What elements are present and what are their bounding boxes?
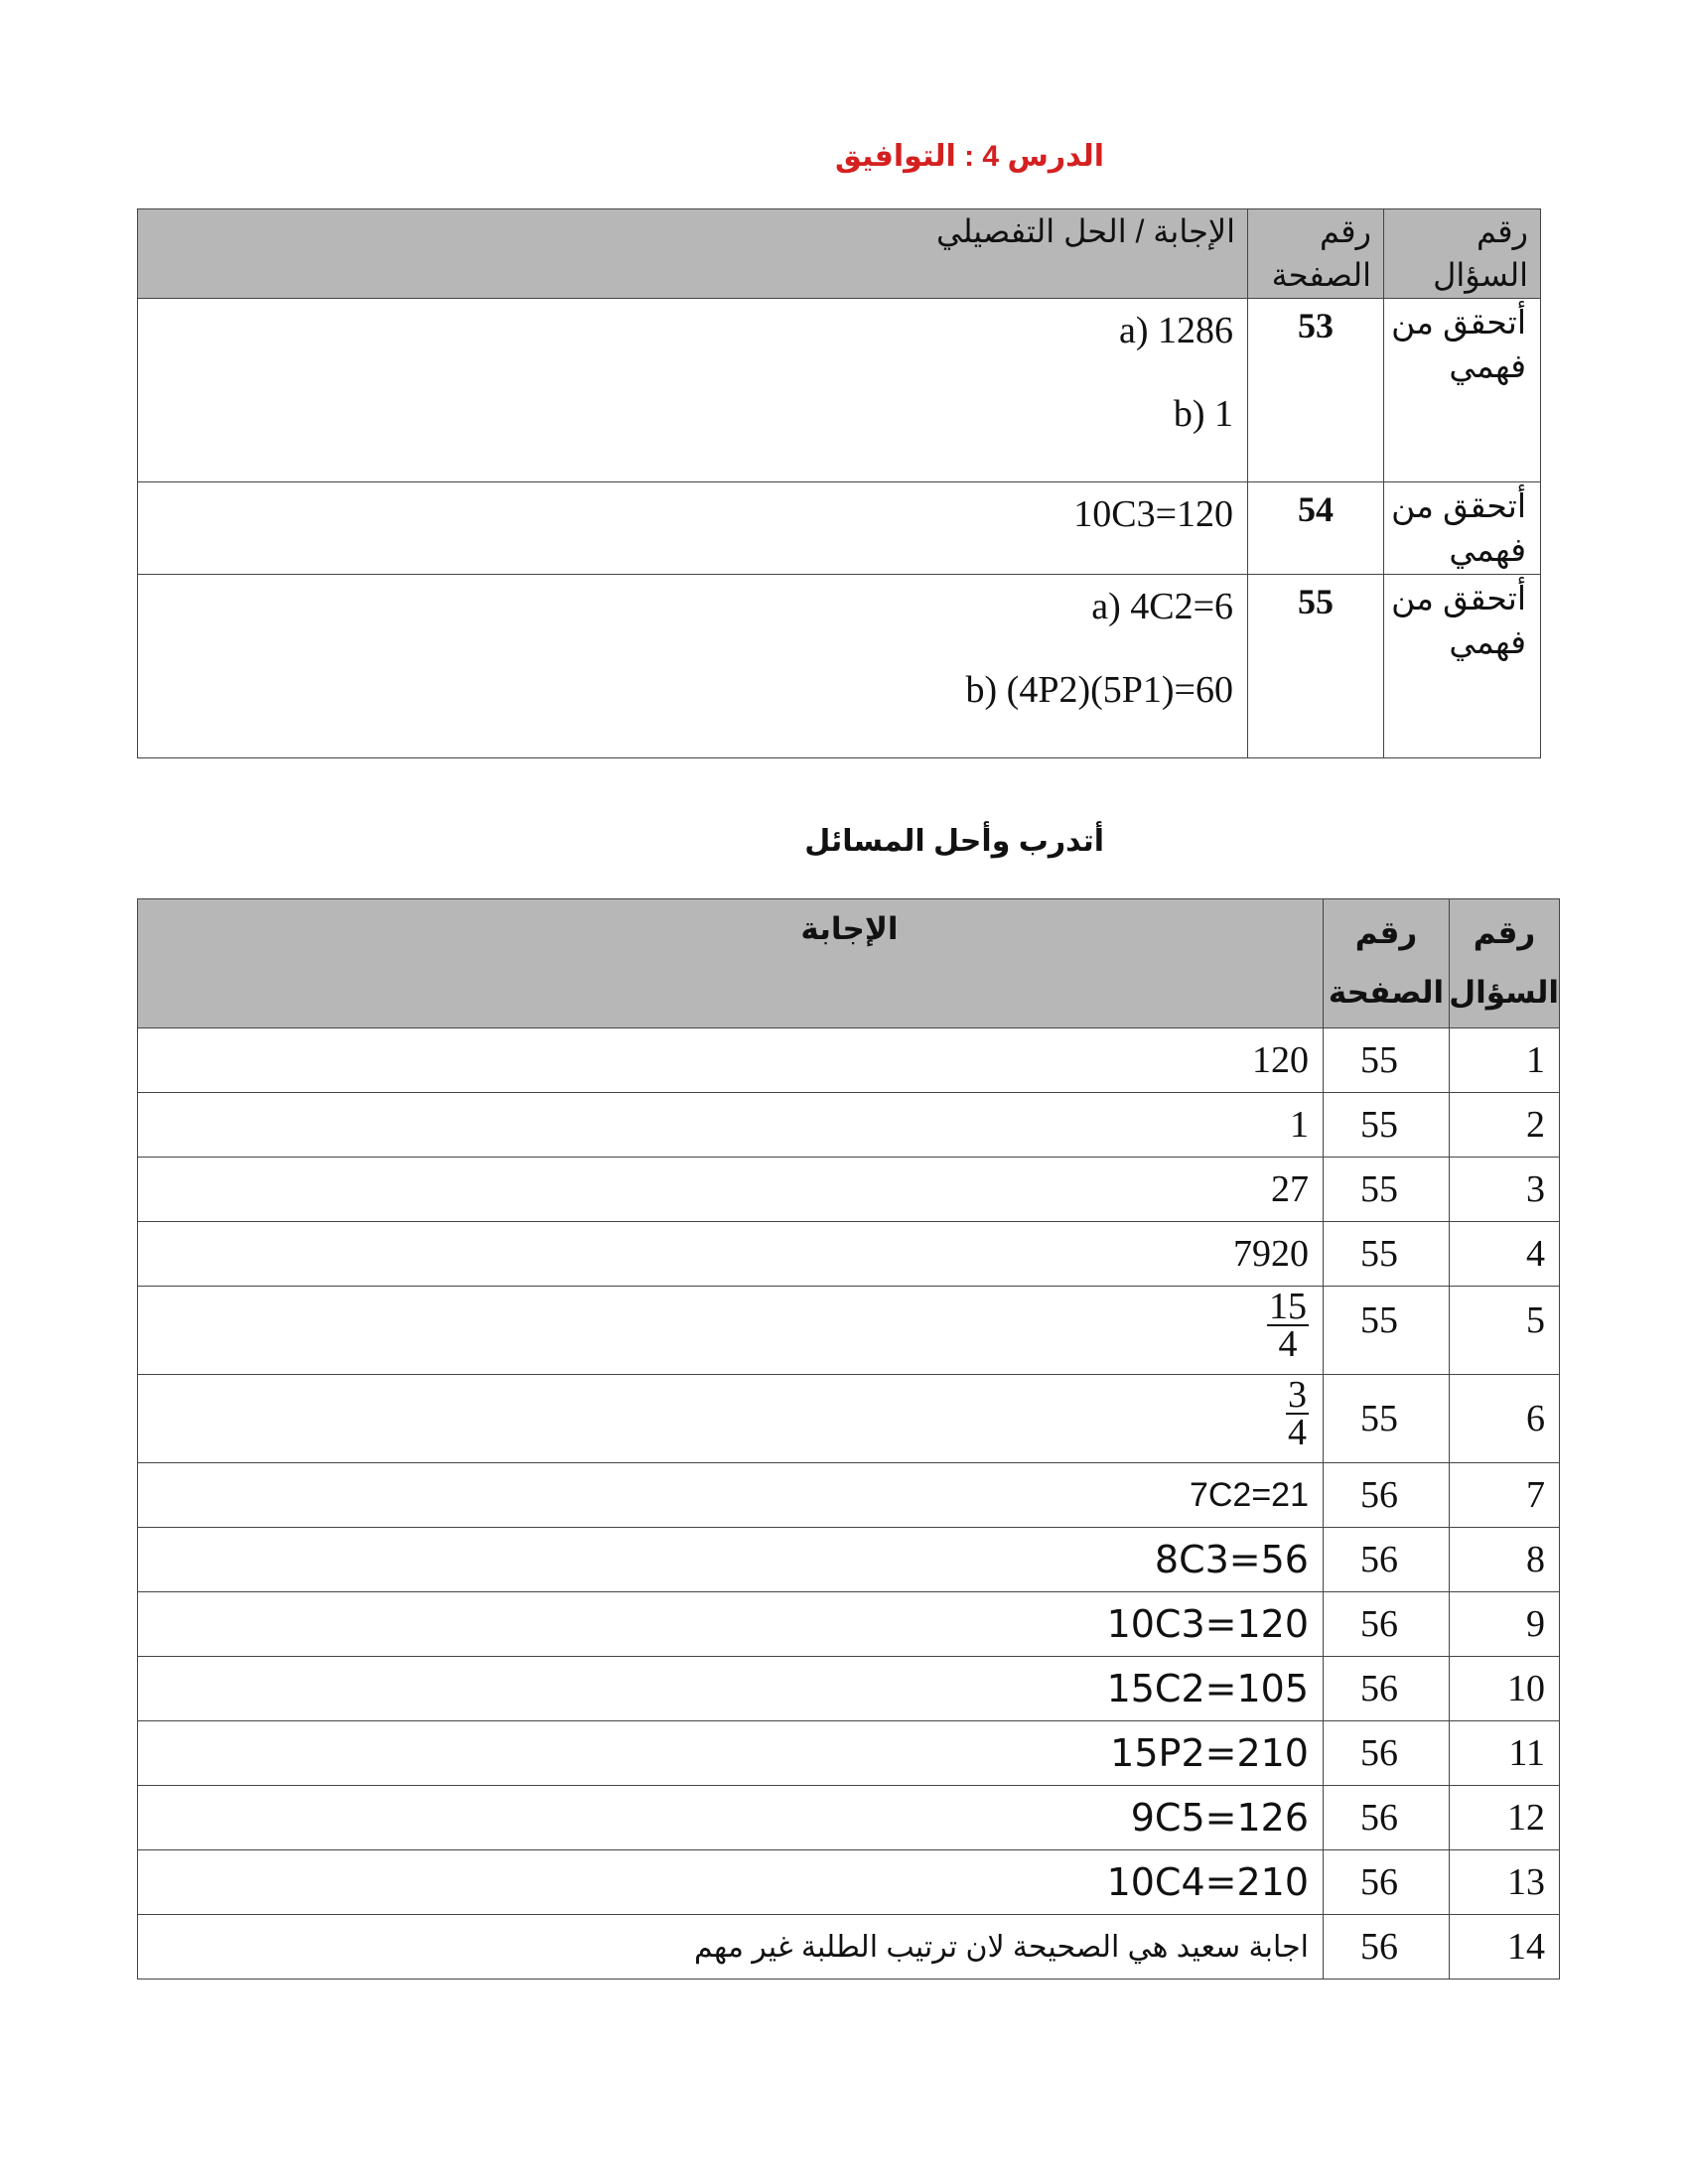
question-label: أتحقق من فهمي	[1384, 482, 1541, 575]
question-label: أتحقق من فهمي	[1384, 575, 1541, 758]
question-number: 9	[1450, 1592, 1560, 1657]
answer-cell: 7920	[138, 1222, 1324, 1287]
answer-cell: 10C4=210	[138, 1850, 1324, 1915]
answer-cell: 10C3=120	[138, 1592, 1324, 1657]
table-row	[138, 1093, 1560, 1158]
page-number: 55	[1248, 575, 1384, 758]
page-number: 55	[1324, 1375, 1450, 1463]
header-question: رقم السؤال	[1384, 209, 1541, 299]
table-row	[138, 1222, 1560, 1287]
answer-cell: 7C2=21	[138, 1463, 1324, 1528]
header-page: رقم الصفحة	[1248, 209, 1384, 299]
practice-table	[137, 898, 1560, 1979]
header-answer: الإجابة / الحل التفصيلي	[138, 209, 1248, 299]
answer-a: a) 1286	[1118, 310, 1233, 351]
answer-cell: 27	[138, 1158, 1324, 1222]
question-label: أتحقق من فهمي	[1384, 299, 1541, 482]
question-number: 4	[1450, 1222, 1560, 1287]
table-row	[138, 575, 1541, 758]
page-number: 55	[1324, 1287, 1450, 1375]
header-answer: الإجابة	[138, 899, 1324, 1028]
question-number: 7	[1450, 1463, 1560, 1528]
table-row	[138, 299, 1541, 482]
page-number: 56	[1324, 1850, 1450, 1915]
answer-b: b) (4P2)(5P1)=60	[965, 669, 1233, 711]
header-page: رقم الصفحة	[1324, 899, 1450, 1028]
answer-a: a) 4C2=6	[1091, 586, 1233, 627]
question-number: 10	[1450, 1657, 1560, 1721]
answer-cell: اجابة سعيد هي الصحيحة لان ترتيب الطلبة غير مهم	[138, 1915, 1324, 1979]
answer-cell: 9C5=126	[138, 1786, 1324, 1850]
table-row	[138, 1528, 1560, 1592]
practice-title: أتدرب وأحل المسائل	[804, 825, 1104, 858]
table-row	[138, 1592, 1560, 1657]
table-row	[138, 1463, 1560, 1528]
question-number: 2	[1450, 1093, 1560, 1158]
page-number: 55	[1324, 1093, 1450, 1158]
answer-cell: 15P2=210	[138, 1721, 1324, 1786]
lesson-title: الدرس 4 : التوافيق	[834, 140, 1104, 173]
answer-cell: 120	[138, 1028, 1324, 1093]
page-number: 56	[1324, 1657, 1450, 1721]
question-number: 3	[1450, 1158, 1560, 1222]
page-number: 56	[1324, 1463, 1450, 1528]
question-number: 6	[1450, 1375, 1560, 1463]
page-number: 56	[1324, 1528, 1450, 1592]
answer-cell: 15C2=105	[138, 1657, 1324, 1721]
table-row	[138, 1721, 1560, 1786]
page-number: 56	[1324, 1721, 1450, 1786]
page-number: 55	[1324, 1158, 1450, 1222]
answer-cell	[138, 1287, 1324, 1375]
question-number: 12	[1450, 1786, 1560, 1850]
table-row	[138, 1786, 1560, 1850]
header-question: رقم السؤال	[1450, 899, 1560, 1028]
page-number: 56	[1324, 1592, 1450, 1657]
page-number: 56	[1324, 1786, 1450, 1850]
table-row	[138, 1850, 1560, 1915]
table-row	[138, 1287, 1560, 1375]
understanding-check-table	[137, 208, 1541, 758]
table-row	[138, 1028, 1560, 1093]
table-header-row	[138, 209, 1541, 299]
table-row	[138, 1915, 1560, 1979]
table-row	[138, 1375, 1560, 1463]
question-number: 1	[1450, 1028, 1560, 1093]
answer-cell: 1	[138, 1093, 1324, 1158]
answer-cell: 8C3=56	[138, 1528, 1324, 1592]
table-row	[138, 1657, 1560, 1721]
question-number: 14	[1450, 1915, 1560, 1979]
page-number: 55	[1324, 1028, 1450, 1093]
question-number: 5	[1450, 1287, 1560, 1375]
page-number: 53	[1248, 299, 1384, 482]
page-number: 56	[1324, 1915, 1450, 1979]
question-number: 8	[1450, 1528, 1560, 1592]
page-number: 55	[1324, 1222, 1450, 1287]
table-header-row	[138, 899, 1560, 1028]
table-row	[138, 1158, 1560, 1222]
fraction: $\frac{3}{4}$	[1288, 1374, 1307, 1453]
table-row	[138, 482, 1541, 575]
page-number: 54	[1248, 482, 1384, 575]
fraction: $\frac{15}{4}$	[1269, 1286, 1307, 1365]
answer-cell	[138, 1375, 1324, 1463]
answer-a: 10C3=120	[1073, 493, 1233, 535]
question-number: 11	[1450, 1721, 1560, 1786]
answer-b: b) 1	[1173, 393, 1233, 435]
question-number: 13	[1450, 1850, 1560, 1915]
